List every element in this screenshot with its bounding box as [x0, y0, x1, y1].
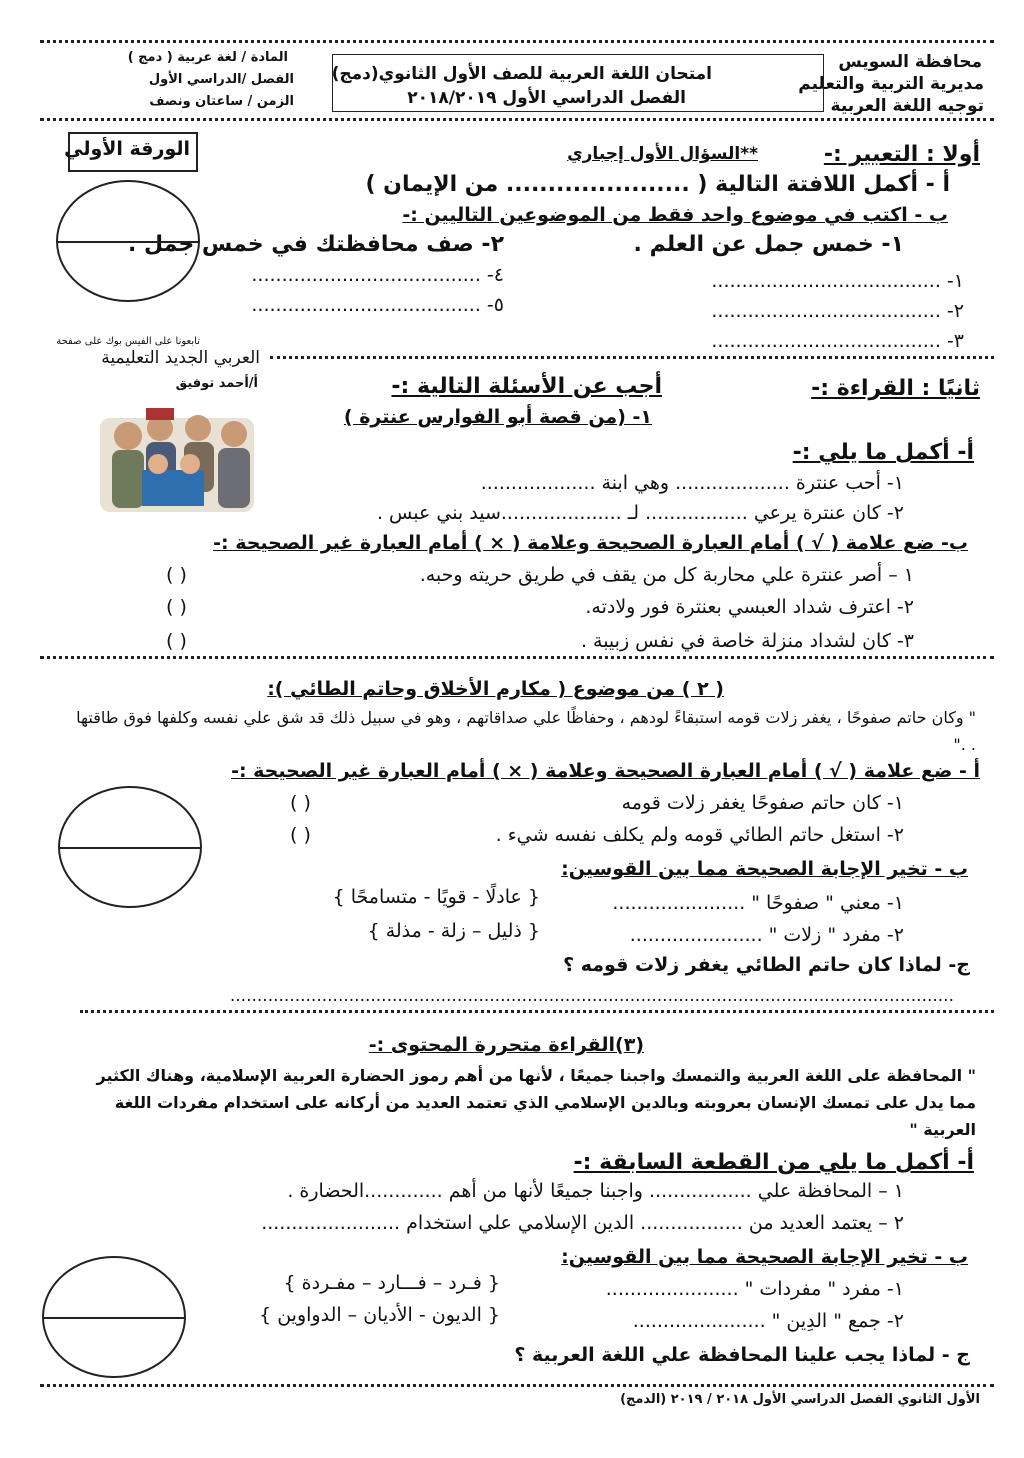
answer-line-3[interactable]: ٣- ...................................... [711, 330, 964, 352]
section3-b2: ٢- مفرد " زلات " ...................... [629, 924, 904, 946]
section4-c: ج - لماذا يجب علينا المحافظة علي اللغة العربية ؟ [514, 1344, 970, 1366]
promo-line1: تابعونا على الفيس بوك على صفحة [56, 336, 200, 347]
section2-b1: ١ – أصر عنترة علي محاربة كل من يقف في طريق حريته وحبه. [419, 564, 914, 586]
section2-instruction: أجب عن الأسئلة التالية :- [391, 374, 662, 399]
section4-a1: ١ – المحافظة علي ................. واجبنا جميعًا لأنها من أهم .............الحضارة . [287, 1180, 904, 1202]
story-title: ١- (من قصة أبو الفوارس عنترة ) [343, 406, 652, 428]
section1-b: ب - اكتب في موضوع واحد فقط من الموضوعين التاليين :- [402, 204, 948, 226]
promo-line3: أ/أحمد توفيق [175, 376, 258, 391]
section3-b1: ١- معني " صفوحًا " ...................... [612, 892, 904, 914]
section1-a: أ - أكمل اللافتة التالية ( ...................... من الإيمان ) [365, 172, 950, 197]
section3-b2-options: { ذليل – زلة - مذلة } [367, 920, 540, 942]
section3-title: ( ٢ ) من موضوع ( مكارم الأخلاق وحاتم الطائي ): [267, 678, 724, 700]
section-divider-1 [270, 356, 994, 369]
exam-term: الفصل الدراسي الأول ٢٠١٨/٢٠١٩ [407, 88, 686, 108]
topic-2: ٢- صف محافظتك في خمس جمل . [128, 232, 504, 257]
section4-b2-options: { الديون - الأديان – الدواوين } [259, 1304, 500, 1326]
section4-title: (٣)القراءة متحررة المحتوى :- [368, 1034, 644, 1056]
header-time: الزمن / ساعتان ونصف [149, 94, 294, 109]
section3-a-title: أ - ضع علامة ( √ ) أمام العبارة الصحيحة وعلامة ( × ) أمام العبارة غير الصحيحة :- [231, 760, 980, 782]
topic-1: ١- خمس جمل عن العلم . [633, 232, 904, 257]
section3-passage: " وكان حاتم صفوحًا ، يغفر زلات قومه استبقاءً لودهم ، وحفاظًا علي صداقاتهم ، وهو في سبيل ذلك قد شق علي نفسه وكلفها فوق طاقتها . ." [76, 708, 976, 754]
section2-b-title: ب- ضع علامة ( √ ) أمام العبارة الصحيحة وعلامة ( × ) أمام العبارة غير الصحيحة :- [213, 532, 968, 554]
section4-b2: ٢- جمع " الدِين " ...................... [632, 1310, 904, 1332]
grade-circle-2 [58, 786, 202, 908]
answer-bracket[interactable]: ( ) [166, 630, 187, 652]
section3-a1: ١- كان حاتم صفوحًا يغفر زلات قومه [621, 792, 904, 814]
section2-a1: ١- أحب عنترة ................... وهي ابنة ................... [480, 472, 904, 494]
section4-a-title: أ- أكمل ما يلي من القطعة السابقة :- [573, 1150, 974, 1175]
section4-b1-options: { فـرد – فـــارد – مفـردة } [283, 1272, 500, 1294]
section1-mandatory: **السؤال الأول إجباري [567, 144, 758, 164]
answer-line-2[interactable]: ٢- ...................................... [711, 300, 964, 322]
section-divider-3 [80, 1010, 994, 1023]
section-divider-2 [40, 656, 994, 669]
section3-a2: ٢- استغل حاتم الطائي قومه ولم يكلف نفسه شيء . [495, 824, 904, 846]
section1-title: أولا : التعبير :- [823, 142, 980, 167]
answer-line-1[interactable]: ١- ...................................... [711, 270, 964, 292]
header-guidance: توجيه اللغة العربية [830, 96, 984, 116]
section2-a-title: أ- أكمل ما يلي :- [792, 440, 974, 465]
header-governorate: محافظة السويس [838, 52, 982, 72]
header-directorate: مديرية التربية والتعليم [798, 74, 984, 94]
header-semester: الفصل /الدراسي الأول [148, 72, 294, 87]
header-subject: المادة / لغة عربية ( دمج ) [127, 50, 288, 65]
answer-bracket[interactable]: ( ) [166, 596, 187, 618]
section3-b-title: ب - تخير الإجابة الصحيحة مما بين القوسين: [561, 858, 968, 880]
section3-c: ج- لماذا كان حاتم الطائي يغفر زلات قومه ؟ [563, 954, 970, 976]
reading-illustration-icon [98, 398, 256, 516]
section3-c-line[interactable]: ...................................................................................................................................... [229, 986, 954, 1006]
answer-bracket[interactable]: ( ) [290, 792, 311, 814]
section4-a2: ٢ – يعتمد العديد من ................. الدين الإسلامي علي استخدام ....................... [261, 1212, 904, 1234]
section4-passage: " المحافظة على اللغة العربية والتمسك واجبنا جميعًا ، لأنها من أهم رموز الحضارة العربية الإسلامية، وهناك الكثير مما يدل على تمسك الإنسان بعروبته وبالدين الإسلامي الذي تعتمد العديد من أركانه على استخدام مفردات اللغة العربية " [96, 1066, 976, 1139]
section2-b3: ٣- كان لشداد منزلة خاصة في نفس زبيبة . [580, 630, 914, 652]
footer-text: الأول الثانوي الفصل الدراسي الأول ٢٠١٨ / ٢٠١٩ (الدمج) [620, 1392, 980, 1407]
exam-title: امتحان اللغة العربية للصف الأول الثانوي(دمج) [331, 64, 712, 84]
section3-b1-options: { عادلًا - قويًا - متسامحًا } [332, 886, 540, 908]
paper-label: الورقة الأولي [64, 138, 190, 160]
section4-b-title: ب - تخير الإجابة الصحيحة مما بين القوسين: [561, 1246, 968, 1268]
grade-circle-1 [56, 180, 200, 302]
section2-a2: ٢- كان عنترة يرعي ................. لـ ....................سيد بني عبس . [376, 502, 904, 524]
header-divider [40, 118, 994, 131]
answer-line-4[interactable]: ٤- ...................................... [251, 264, 504, 286]
grade-circle-3 [42, 1256, 186, 1378]
promo-line2: العربي الجديد التعليمية [101, 348, 260, 368]
section2-title: ثانيًا : القراءة :- [811, 376, 980, 401]
answer-bracket[interactable]: ( ) [290, 824, 311, 846]
section2-b2: ٢- اعترف شداد العبسي بعنترة فور ولادته. [585, 596, 914, 618]
section4-b1: ١- مفرد " مفردات " ...................... [605, 1278, 904, 1300]
answer-line-5[interactable]: ٥- ...................................... [251, 294, 504, 316]
answer-bracket[interactable]: ( ) [166, 564, 187, 586]
